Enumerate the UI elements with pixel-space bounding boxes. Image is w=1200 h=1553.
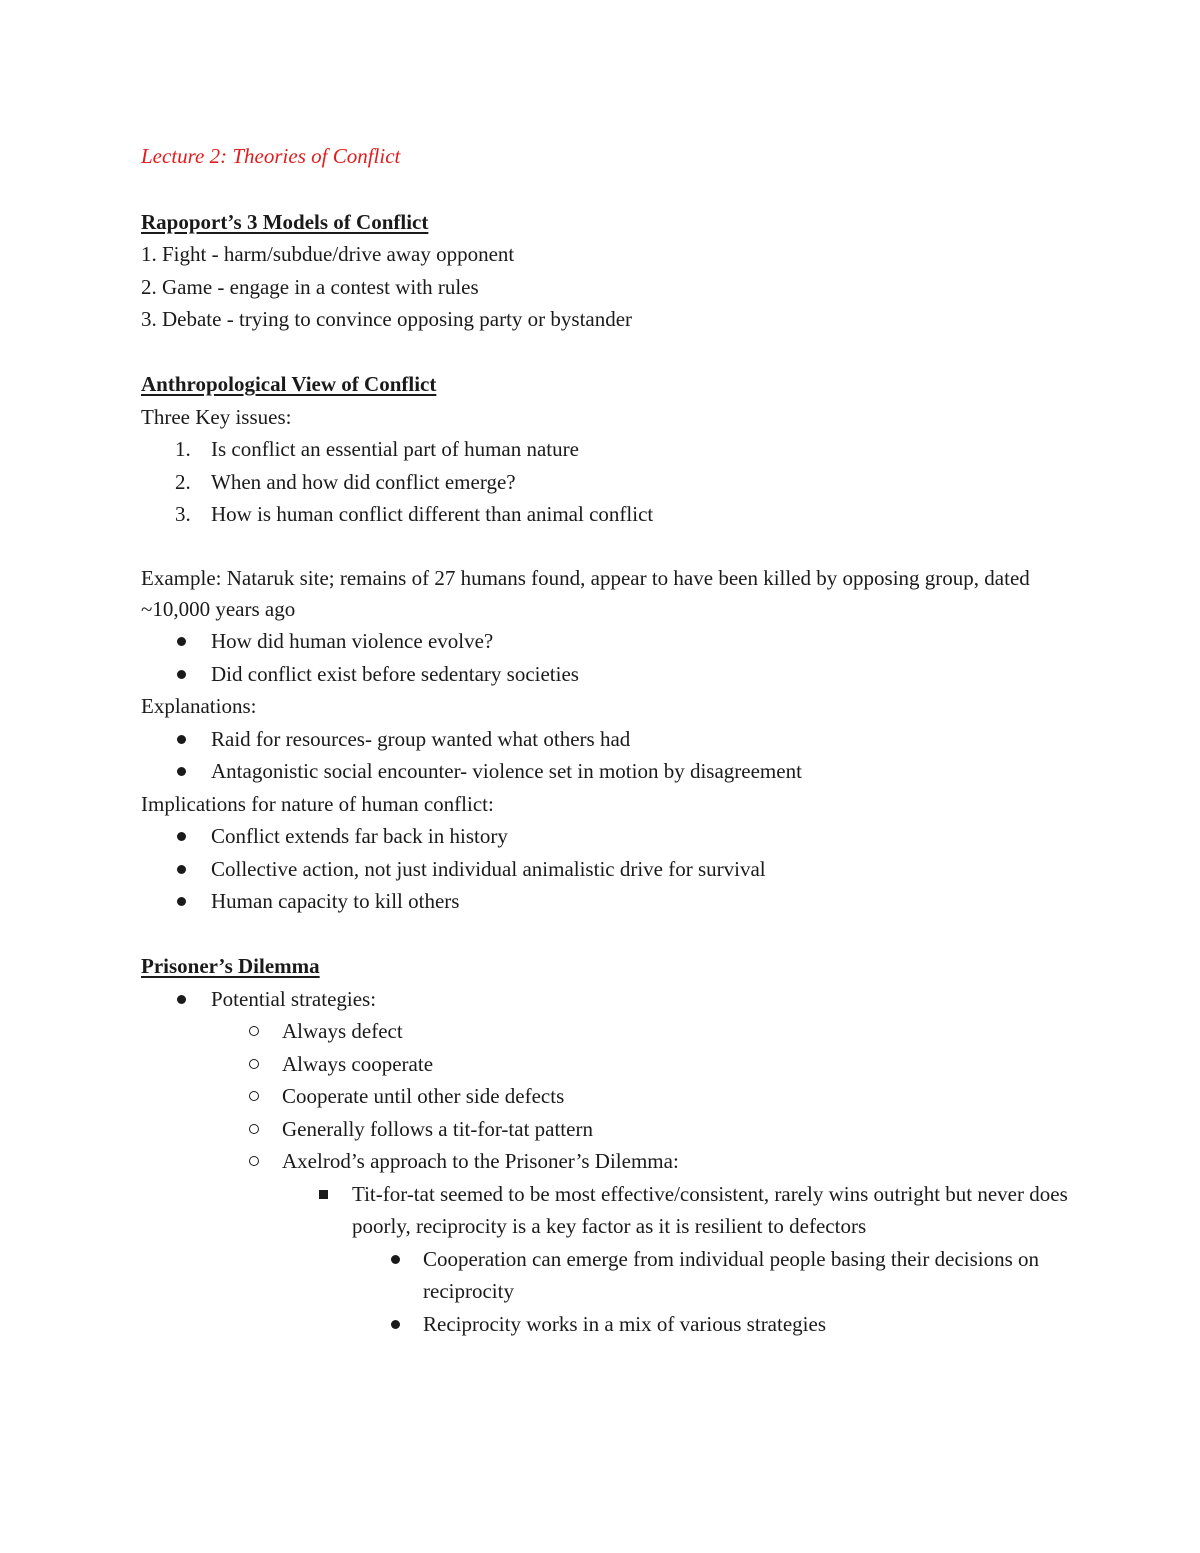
spacer <box>141 531 1071 564</box>
bullet-circle-icon <box>249 1026 259 1036</box>
implication-bullet <box>141 820 1071 853</box>
issue-item <box>141 498 1071 531</box>
implications-label: Implications for nature of human conflict: <box>141 791 494 816</box>
prisoner-heading: Prisoner’s Dilemma <box>141 954 320 978</box>
implication-bullet <box>141 885 1071 918</box>
issue-text: How is human conflict different than animal conflict <box>211 502 654 526</box>
axelrod-point-text: Reciprocity works in a mix of various strategies <box>423 1311 826 1336</box>
strategy-text: Always defect <box>282 1019 403 1043</box>
anthro-intro: Three Key issues: <box>141 404 292 429</box>
bullet-circle-icon <box>249 1156 259 1166</box>
anthro-heading: Anthropological View of Conflict <box>141 372 437 396</box>
explanation-bullet <box>141 723 1071 756</box>
example-bullet <box>141 625 1071 658</box>
axelrod-point <box>141 1243 1071 1308</box>
bullet-dot-icon <box>177 637 186 646</box>
axelrod-item <box>141 1178 1071 1243</box>
axelrod-text: Tit-for-tat seemed to be most effective/consistent, rarely wins outright but never does poorly, reciprocity is a key factor as it is resilient to defectors <box>352 1181 1068 1238</box>
bullet-dot-icon <box>177 735 186 744</box>
issue-item <box>141 433 1071 466</box>
strategy-item <box>141 1048 1071 1081</box>
explanations-label: Explanations: <box>141 694 257 718</box>
bullet-text: Antagonistic social encounter- violence set in motion by disagreement <box>211 759 802 783</box>
strategy-text: Always cooperate <box>282 1051 434 1076</box>
bullet-text: Potential strategies: <box>211 986 377 1011</box>
bullet-text: Did conflict exist before sedentary societies <box>211 661 579 686</box>
bullet-text: Collective action, not just individual animalistic drive for survival <box>211 856 766 881</box>
issue-text: Is conflict an essential part of human nature <box>211 437 579 461</box>
document-title: Lecture 2: Theories of Conflict <box>141 144 401 168</box>
explanation-bullet <box>141 755 1071 788</box>
strategy-text: Generally follows a tit-for-tat pattern <box>282 1116 593 1141</box>
spacer <box>141 173 1071 206</box>
rapoport-heading: Rapoport’s 3 Models of Conflict <box>141 209 429 234</box>
strategy-item <box>141 1080 1071 1113</box>
bullet-dot-icon <box>177 670 186 679</box>
issue-text: When and how did conflict emerge? <box>211 469 516 494</box>
bullet-text: Conflict extends far back in history <box>211 824 508 848</box>
rapoport-item: 3. Debate - trying to convince opposing party or bystander <box>141 307 633 331</box>
spacer <box>141 336 1071 369</box>
document-page <box>141 139 1071 1340</box>
strategy-text: Axelrod’s approach to the Prisoner’s Dilemma: <box>282 1149 679 1173</box>
strategies-bullet <box>141 983 1071 1016</box>
strategy-item <box>141 1113 1071 1146</box>
rapoport-item: 1. Fight - harm/subdue/drive away opponent <box>141 242 515 266</box>
axelrod-point-text: Cooperation can emerge from individual people basing their decisions on reciprocity <box>423 1246 1040 1303</box>
bullet-text: How did human violence evolve? <box>211 629 494 653</box>
implication-bullet <box>141 853 1071 886</box>
bullet-dot-icon <box>177 995 186 1004</box>
example-bullet <box>141 658 1071 691</box>
bullet-dot-icon <box>177 865 186 874</box>
spacer <box>141 918 1071 951</box>
bullet-circle-icon <box>249 1091 259 1101</box>
bullet-dot-icon <box>177 897 186 906</box>
issue-number: 1. <box>175 437 191 461</box>
bullet-dot-icon <box>391 1255 400 1264</box>
strategy-item <box>141 1145 1071 1178</box>
issue-number: 2. <box>175 469 191 494</box>
example-paragraph: Example: Nataruk site; remains of 27 humans found, appear to have been killed by opposing group, dated ~10,000 years ago <box>141 566 1030 621</box>
bullet-dot-icon <box>177 832 186 841</box>
strategy-item <box>141 1015 1071 1048</box>
issue-number: 3. <box>175 502 191 526</box>
bullet-text: Human capacity to kill others <box>211 889 460 913</box>
bullet-dot-icon <box>177 767 186 776</box>
issue-item <box>141 466 1071 499</box>
bullet-circle-icon <box>249 1124 259 1134</box>
rapoport-item: 2. Game - engage in a contest with rules <box>141 274 479 299</box>
bullet-dot-icon <box>391 1320 400 1329</box>
strategy-text: Cooperate until other side defects <box>282 1084 565 1108</box>
axelrod-point <box>141 1308 1071 1341</box>
bullet-text: Raid for resources- group wanted what others had <box>211 726 631 751</box>
bullet-circle-icon <box>249 1059 259 1069</box>
bullet-square-icon <box>319 1190 328 1199</box>
